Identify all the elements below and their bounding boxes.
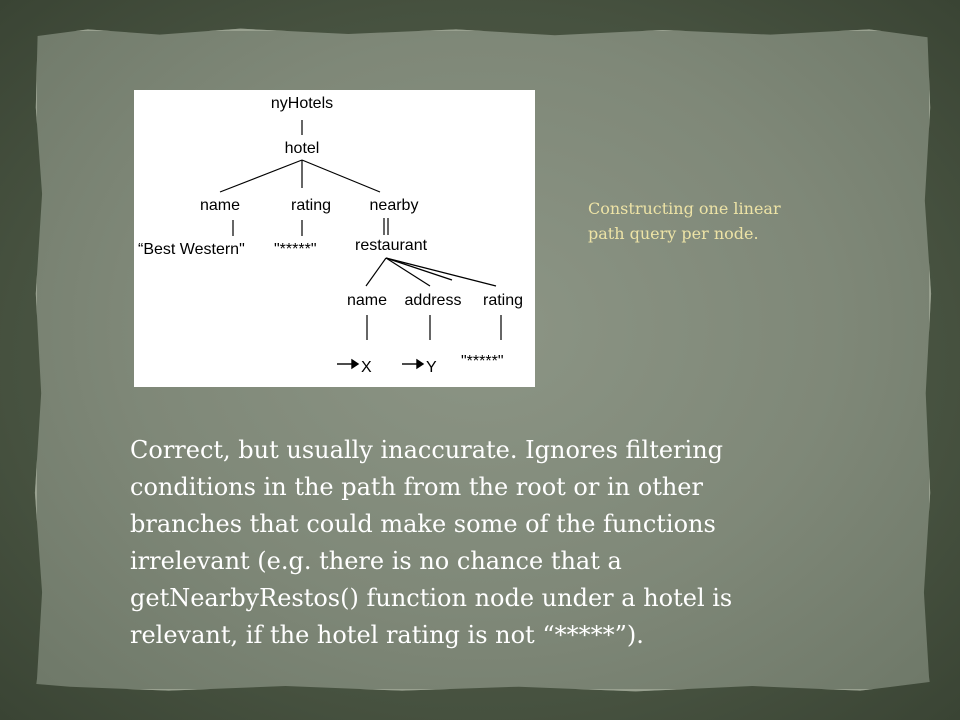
body-line: branches that could make some of the functions [130, 510, 716, 538]
node-value-x: X [361, 359, 372, 376]
edge-restaurant-rating [386, 258, 496, 286]
node-nearby: nearby [369, 197, 419, 214]
arrow-x-head [352, 360, 358, 368]
edge-restaurant-extra [386, 258, 452, 280]
edge-restaurant-address [386, 258, 430, 286]
tree-diagram [134, 90, 535, 387]
tree-svg [134, 90, 535, 387]
node-rating-value: "*****" [274, 241, 317, 258]
node-hotel: hotel [284, 140, 320, 157]
node-restaurant-name: name [346, 292, 388, 309]
body-line: irrelevant (e.g. there is no chance that a [130, 547, 622, 575]
arrow-y-head [417, 360, 423, 368]
edge-restaurant-name [366, 258, 386, 286]
body-line: relevant, if the hotel rating is not “*****”). [130, 621, 644, 649]
node-name: name [199, 197, 241, 214]
node-nyhotels: nyHotels [270, 95, 334, 112]
body-paragraph [130, 432, 830, 654]
node-restaurant-rating: rating [482, 292, 524, 309]
node-value-y: Y [426, 359, 437, 376]
node-rating: rating [290, 197, 332, 214]
side-caption [588, 196, 868, 246]
edge-hotel-name [220, 160, 302, 192]
caption-line: path query per node. [588, 224, 759, 243]
node-restaurant-address: address [404, 292, 462, 309]
node-restaurant-rating-value: "*****" [461, 353, 504, 370]
node-restaurant: restaurant [355, 237, 428, 254]
body-line: conditions in the path from the root or in other [130, 473, 703, 501]
caption-line: Constructing one linear [588, 199, 781, 218]
body-line: getNearbyRestos() function node under a hotel is [130, 584, 733, 612]
node-name-value: “Best Western" [138, 241, 245, 258]
body-line: Correct, but usually inaccurate. Ignores filtering [130, 436, 724, 464]
edge-hotel-nearby [302, 160, 380, 192]
